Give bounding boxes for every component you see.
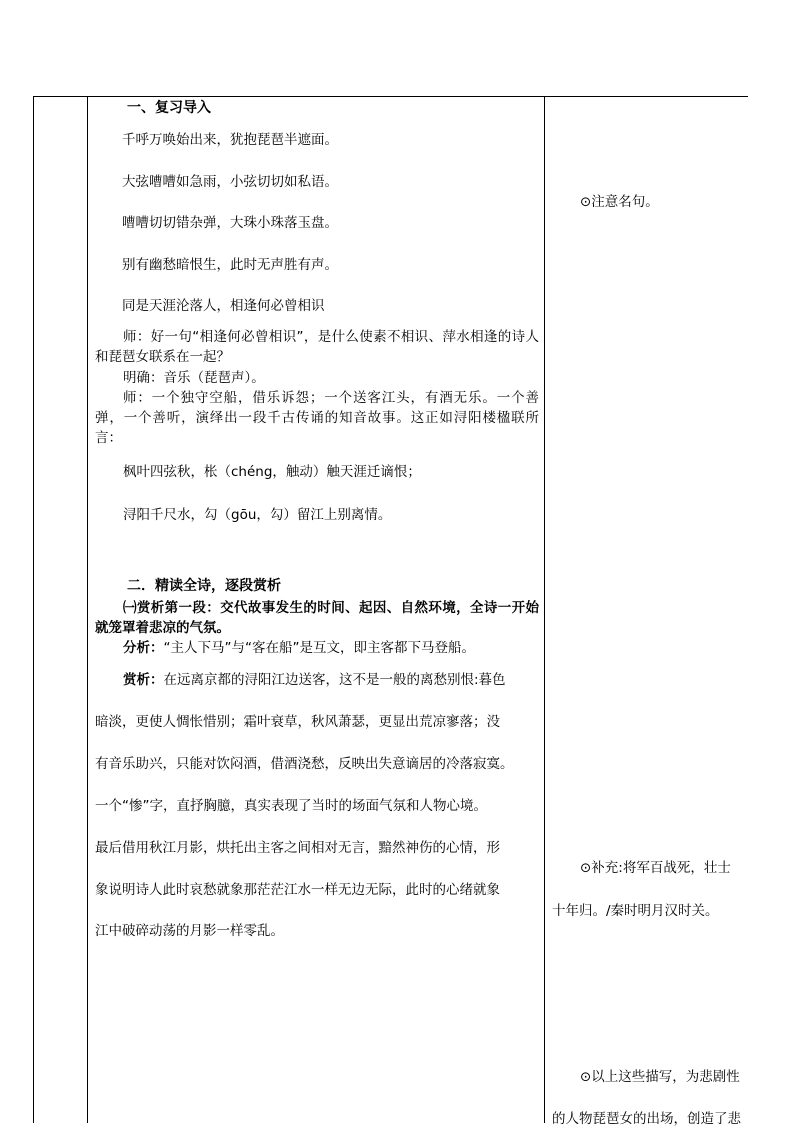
sub-label: ㈠赏析第一段： xyxy=(123,600,221,616)
appreciation-line: 一个“惨”字，直抒胸臆，真实表现了当时的场面气氛和人物心境。 xyxy=(95,798,487,814)
appreciation-line: 江中破碎动荡的月影一样零乱。 xyxy=(95,923,284,939)
table-left-border xyxy=(33,96,34,1123)
appreciation-line: 最后借用秋江月影，烘托出主客之间相对无言，黯然神伤的心情，形 xyxy=(95,840,500,856)
teacher-question: 师：好一句“相逢何必曾相识”，是什么使素不相识、萍水相逢的诗人和琵琶女联系在一起？ xyxy=(95,329,539,365)
appreciation-text: 在远离京都的浔阳江边送客，这不是一般的离愁别恨:暮色 xyxy=(163,672,506,688)
appreciation-line: 象说明诗人此时哀愁就象那茫茫江水一样无边无际，此时的心绪就象 xyxy=(95,882,500,898)
table-column-divider-2 xyxy=(544,96,545,1123)
side-note-description-cont: 的人物琵琶女的出场，创造了悲 xyxy=(552,1111,741,1127)
appreciation-label: 赏析： xyxy=(123,672,164,688)
appreciation-line xyxy=(123,670,506,690)
table-column-divider-1 xyxy=(87,96,88,1123)
table-top-border xyxy=(33,96,748,97)
section1-heading: 一、复习导入 xyxy=(127,100,211,116)
paragraph-one-summary xyxy=(95,598,539,638)
analysis-line xyxy=(123,638,475,658)
poem-line: 千呼万唤始出来，犹抱琵琶半遮面。 xyxy=(122,132,338,148)
sub-text: 交代故事发生的时间、起因、自然环境，全诗一开始就笼罩着悲凉的气氛。 xyxy=(95,600,540,636)
section2-heading: 二．精读全诗，逐段赏析 xyxy=(127,578,281,594)
appreciation-line: 有音乐助兴，只能对饮闷酒，借酒浇愁，反映出失意谪居的冷落寂寞。 xyxy=(95,756,514,772)
teacher-remark: 师：一个独守空船，借乐诉怨；一个送客江头，有酒无乐。一个善弹，一个善听，演绎出一段千古传诵的知音故事。这正如浔阳楼楹联所言： xyxy=(95,390,539,446)
side-note-famous-lines: ⊙注意名句。 xyxy=(580,194,659,210)
answer-text: 明确：音乐（琵琶声）。 xyxy=(123,370,265,386)
side-note-supplement-cont: 十年归。/秦时明月汉时关。 xyxy=(552,903,719,919)
poem-line: 别有幽愁暗恨生，此时无声胜有声。 xyxy=(122,257,338,273)
analysis-label: 分析： xyxy=(123,640,164,656)
couplet-line-1: 枫叶四弦秋，枨（chéng，触动）触天涯迁谪恨； xyxy=(123,464,421,480)
couplet-line-2: 浔阳千尺水，勾（gōu，勾）留江上别离情。 xyxy=(123,507,392,523)
appreciation-line: 暗淡，更使人惆怅惜别；霜叶衰草，秋风萧瑟，更显出荒凉寥落；没 xyxy=(95,714,500,730)
side-note-supplement: ⊙补充:将军百战死，壮士 xyxy=(580,860,731,876)
side-note-description: ⊙以上这些描写，为悲剧性 xyxy=(580,1069,740,1085)
poem-line: 同是天涯沦落人，相逢何必曾相识 xyxy=(122,298,325,314)
poem-line: 大弦嘈嘈如急雨，小弦切切如私语。 xyxy=(122,174,338,190)
analysis-text: “主人下马”与“客在船”是互文，即主客都下马登船。 xyxy=(163,640,475,656)
poem-line: 嘈嘈切切错杂弹，大珠小珠落玉盘。 xyxy=(122,215,338,231)
